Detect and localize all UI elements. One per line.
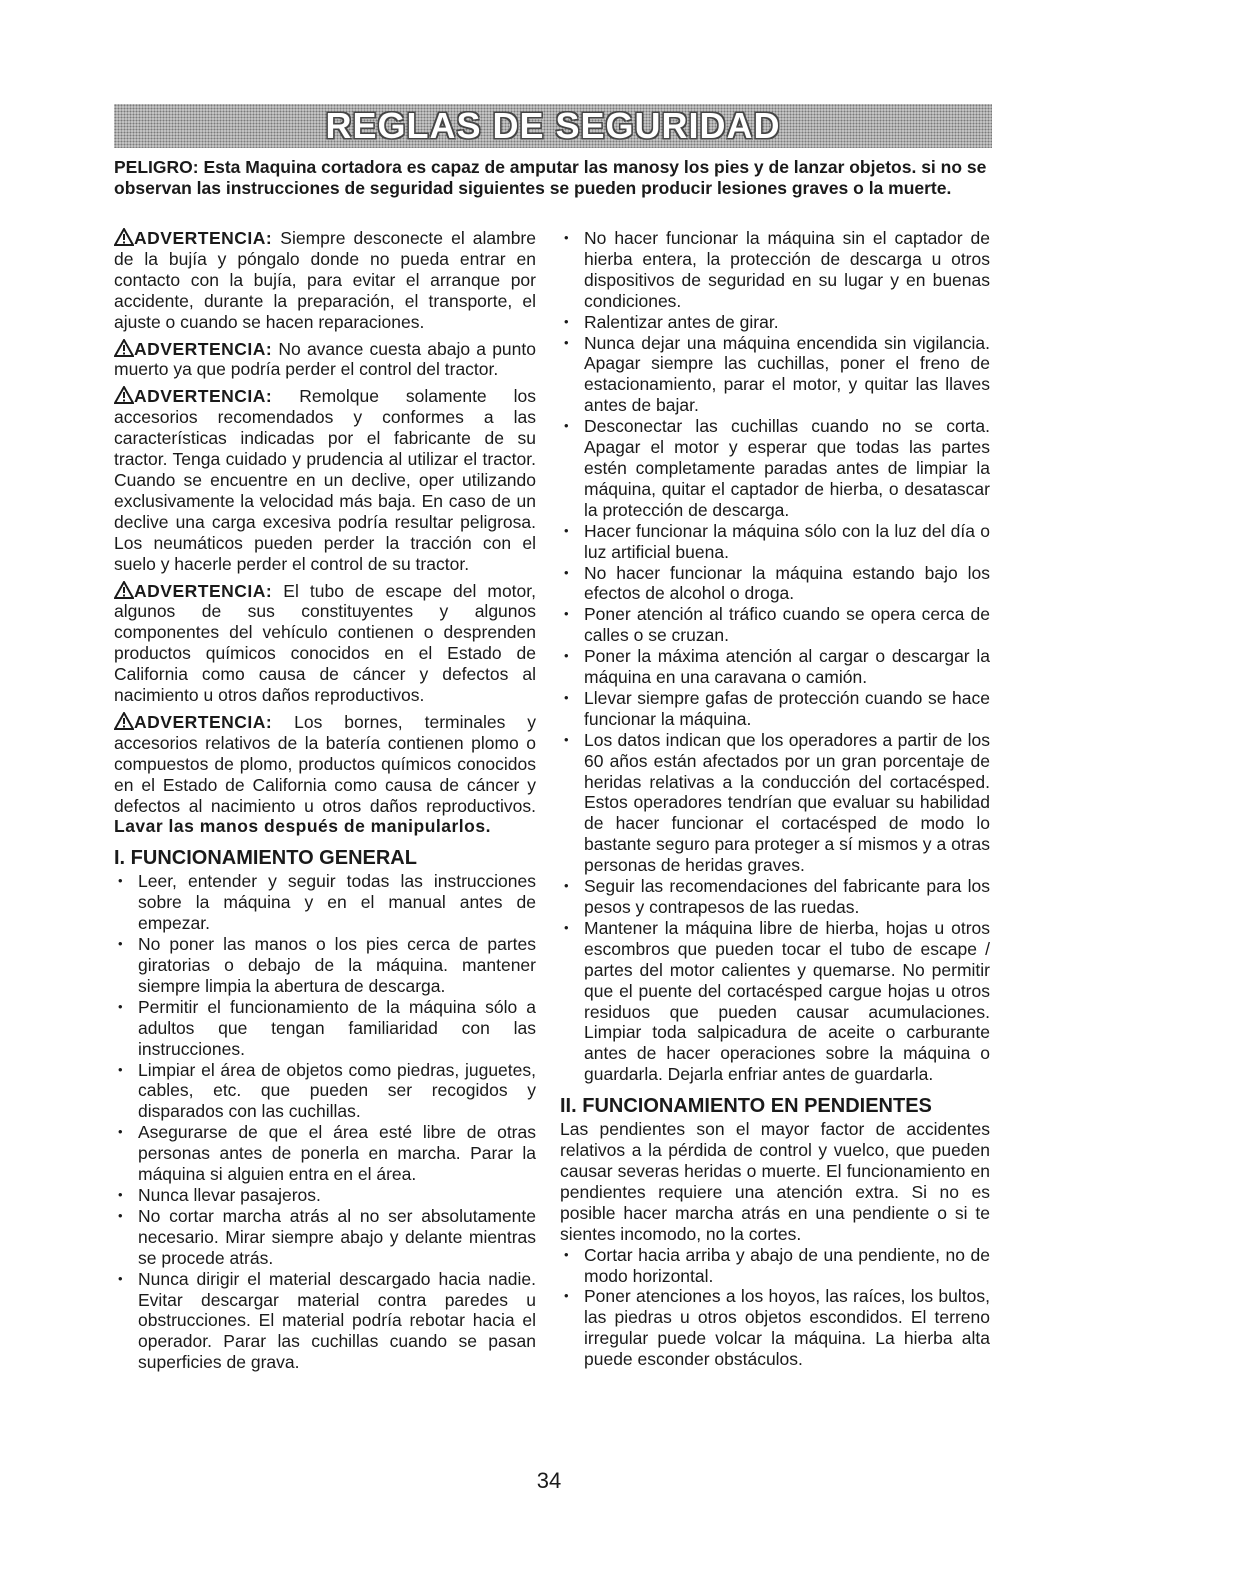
- list-item: • Permitir el funcionamiento de la máquina sólo a adultos que tengan familiaridad con las instrucciones.: [114, 997, 536, 1060]
- list-item: • Poner atención al tráfico cuando se opera cerca de calles o se cruzan.: [560, 604, 990, 646]
- list-item: • Llevar siempre gafas de protección cuando se hace funcionar la máquina.: [560, 688, 990, 730]
- warning-triangle-icon: [114, 228, 134, 246]
- warning-block: [114, 228, 536, 333]
- list-item: • Mantener la máquina libre de hierba, hojas u otros escombros que pueden tocar el tubo de escape / partes del motor calientes y quemarse. No permitir que el puente del cortacésped cargue hojas u otros residuos que pueden causar acumulaciones. Limpiar toda salpicadura de aceite o carburante antes de hacer operaciones sobre la máquina o guardarla. Dejarla enfriar antes de guardarla.: [560, 918, 990, 1085]
- warning-block: [114, 386, 536, 574]
- danger-notice: PELIGRO: Esta Maquina cortadora es capaz de amputar las manosy los pies y de lanzar objetos. si no se observan las instrucciones de seguridad siguientes se pueden producir lesiones graves o la muerte.: [114, 157, 987, 198]
- page-number: 34: [536, 1468, 562, 1493]
- section-heading-general: I. FUNCIONAMIENTO GENERAL: [114, 847, 417, 870]
- warning-text: Remolque solamente los accesorios recomendados y conformes a las características indicadas por el fabricante de su tractor. Tenga cuidado y prudencia al utilizar el tractor. Cuando se encuentre en un declive, oper utilizando exclusivamente la velocidad más baja. En caso de un declive una carga excesiva podría resultar peligrosa. Los neumáticos pueden perder la tracción con el suelo y hacerle perder el control de su tractor.: [114, 386, 536, 574]
- warning-label: ADVERTENCIA:: [134, 711, 273, 732]
- warning-block: [114, 581, 536, 706]
- right-column: [560, 228, 990, 1370]
- list-item: • No cortar marcha atrás al no ser absolutamente necesario. Mirar siempre abajo y delante mientras se procede atrás.: [114, 1206, 536, 1269]
- warning-text: Los bornes, terminales y accesorios relativos de la batería contienen plomo o compuestos de plomo, productos químicos conocidos en el Estado de California como causa de cáncer y defectos al nacimiento u otros daños reproductivos.: [114, 711, 536, 816]
- list-item: • No hacer funcionar la máquina sin el captador de hierba entera, la protección de descarga u otros dispositivos de seguridad en su lugar y en buenas condiciones.: [560, 228, 990, 312]
- list-item: • Poner atenciones a los hoyos, las raíces, los bultos, las piedras u otros objetos escondidos. El terreno irregular puede volcar la máquina. La hierba alta puede esconder obstáculos.: [560, 1286, 990, 1370]
- warning-triangle-icon: [114, 712, 134, 730]
- warning-label: ADVERTENCIA:: [134, 228, 273, 248]
- slopes-intro: Las pendientes son el mayor factor de accidentes relativos a la pérdida de control y vuelco, que pueden causar severas heridas o muerte. El funcionamiento en pendientes requiere una atención extra. Si no es posible hacer marcha atrás en una pendiente o si te sientes incomodo, no la cortes.: [560, 1119, 990, 1244]
- list-item: • Nunca llevar pasajeros.: [114, 1185, 536, 1206]
- list-item: • Nunca dejar una máquina encendida sin vigilancia. Apagar siempre las cuchillas, poner el freno de estacionamiento, parar el motor, y quitar las llaves antes de bajar.: [560, 333, 990, 417]
- warning-text: El tubo de escape del motor, algunos de sus constituyentes y algunos componentes del vehículo contienen o desprenden productos químicos conocidos en el Estado de California como causa de cáncer y defectos al nacimiento u otros daños reproductivos.: [114, 580, 536, 706]
- list-item: • Desconectar las cuchillas cuando no se corta. Apagar el motor y esperar que todas las partes estén completamente paradas antes de limpiar la máquina, quitar el captador de hierba, o desatascar la protección de descarga.: [560, 416, 990, 521]
- list-item: • Asegurarse de que el área esté libre de otras personas antes de ponerla en marcha. Parar la máquina si alguien entra en el área.: [114, 1122, 536, 1185]
- list-item: • Cortar hacia arriba y abajo de una pendiente, no de modo horizontal.: [560, 1245, 990, 1287]
- slopes-rules-list: [560, 1245, 990, 1370]
- warning-emphasis: Lavar las manos después de manipularlos.: [114, 816, 491, 837]
- list-item: • Ralentizar antes de girar.: [560, 312, 990, 333]
- warning-label: ADVERTENCIA:: [134, 580, 273, 601]
- section-heading-slopes: II. FUNCIONAMIENTO EN PENDIENTES: [560, 1095, 932, 1118]
- warning-text: No avance cuesta abajo a punto muerto ya que podría perder el control del tractor.: [114, 338, 536, 380]
- list-item: • Nunca dirigir el material descargado hacia nadie. Evitar descargar material contra paredes u obstrucciones. El material podría rebotar hacia el operador. Parar las cuchillas cuando se pasan superficies de grava.: [114, 1269, 536, 1374]
- list-item: • Limpiar el área de objetos como piedras, juguetes, cables, etc. que pueden ser recogidos y disparados con las cuchillas.: [114, 1060, 536, 1123]
- left-column: [114, 228, 536, 1373]
- warning-label: ADVERTENCIA:: [134, 386, 273, 407]
- list-item: • No poner las manos o los pies cerca de partes giratorias o debajo de la máquina. mantener siempre limpia la abertura de descarga.: [114, 934, 536, 997]
- general-rules-list-left: [114, 871, 536, 1373]
- list-item: • Seguir las recomendaciones del fabricante para los pesos y contrapesos de las ruedas.: [560, 876, 990, 918]
- warning-triangle-icon: [114, 386, 134, 404]
- section-title-banner: [114, 104, 992, 148]
- warning-label: ADVERTENCIA:: [134, 338, 273, 359]
- list-item: • Los datos indican que los operadores a partir de los 60 años están afectados por un gran porcentaje de heridas relativas a la conducción del cortacésped. Estos operadores tendrían que evaluar su habilidad de hacer funcionar el cortacésped de modo lo bastante seguro para proteger a sí mismos y a otras personas de heridas graves.: [560, 730, 990, 876]
- general-rules-list-right: [560, 228, 990, 1085]
- section-title: REGLAS DE SEGURIDAD: [325, 105, 781, 146]
- warning-block: [114, 712, 536, 837]
- list-item: • Hacer funcionar la máquina sólo con la luz del día o luz artificial buena.: [560, 521, 990, 563]
- list-item: • Leer, entender y seguir todas las instrucciones sobre la máquina y en el manual antes de empezar.: [114, 871, 536, 934]
- warning-triangle-icon: [114, 339, 134, 357]
- warning-block: [114, 339, 536, 381]
- list-item: • Poner la máxima atención al cargar o descargar la máquina en una caravana o camión.: [560, 646, 990, 688]
- warning-text: Siempre desconecte el alambre de la bujía y póngalo donde no pueda entrar en contacto con la bujía, para evitar el arranque por accidente, durante la preparación, el transporte, el ajuste o cuando se hacen reparaciones.: [114, 228, 536, 332]
- warning-triangle-icon: [114, 581, 134, 599]
- list-item: • No hacer funcionar la máquina estando bajo los efectos de alcohol o droga.: [560, 563, 990, 605]
